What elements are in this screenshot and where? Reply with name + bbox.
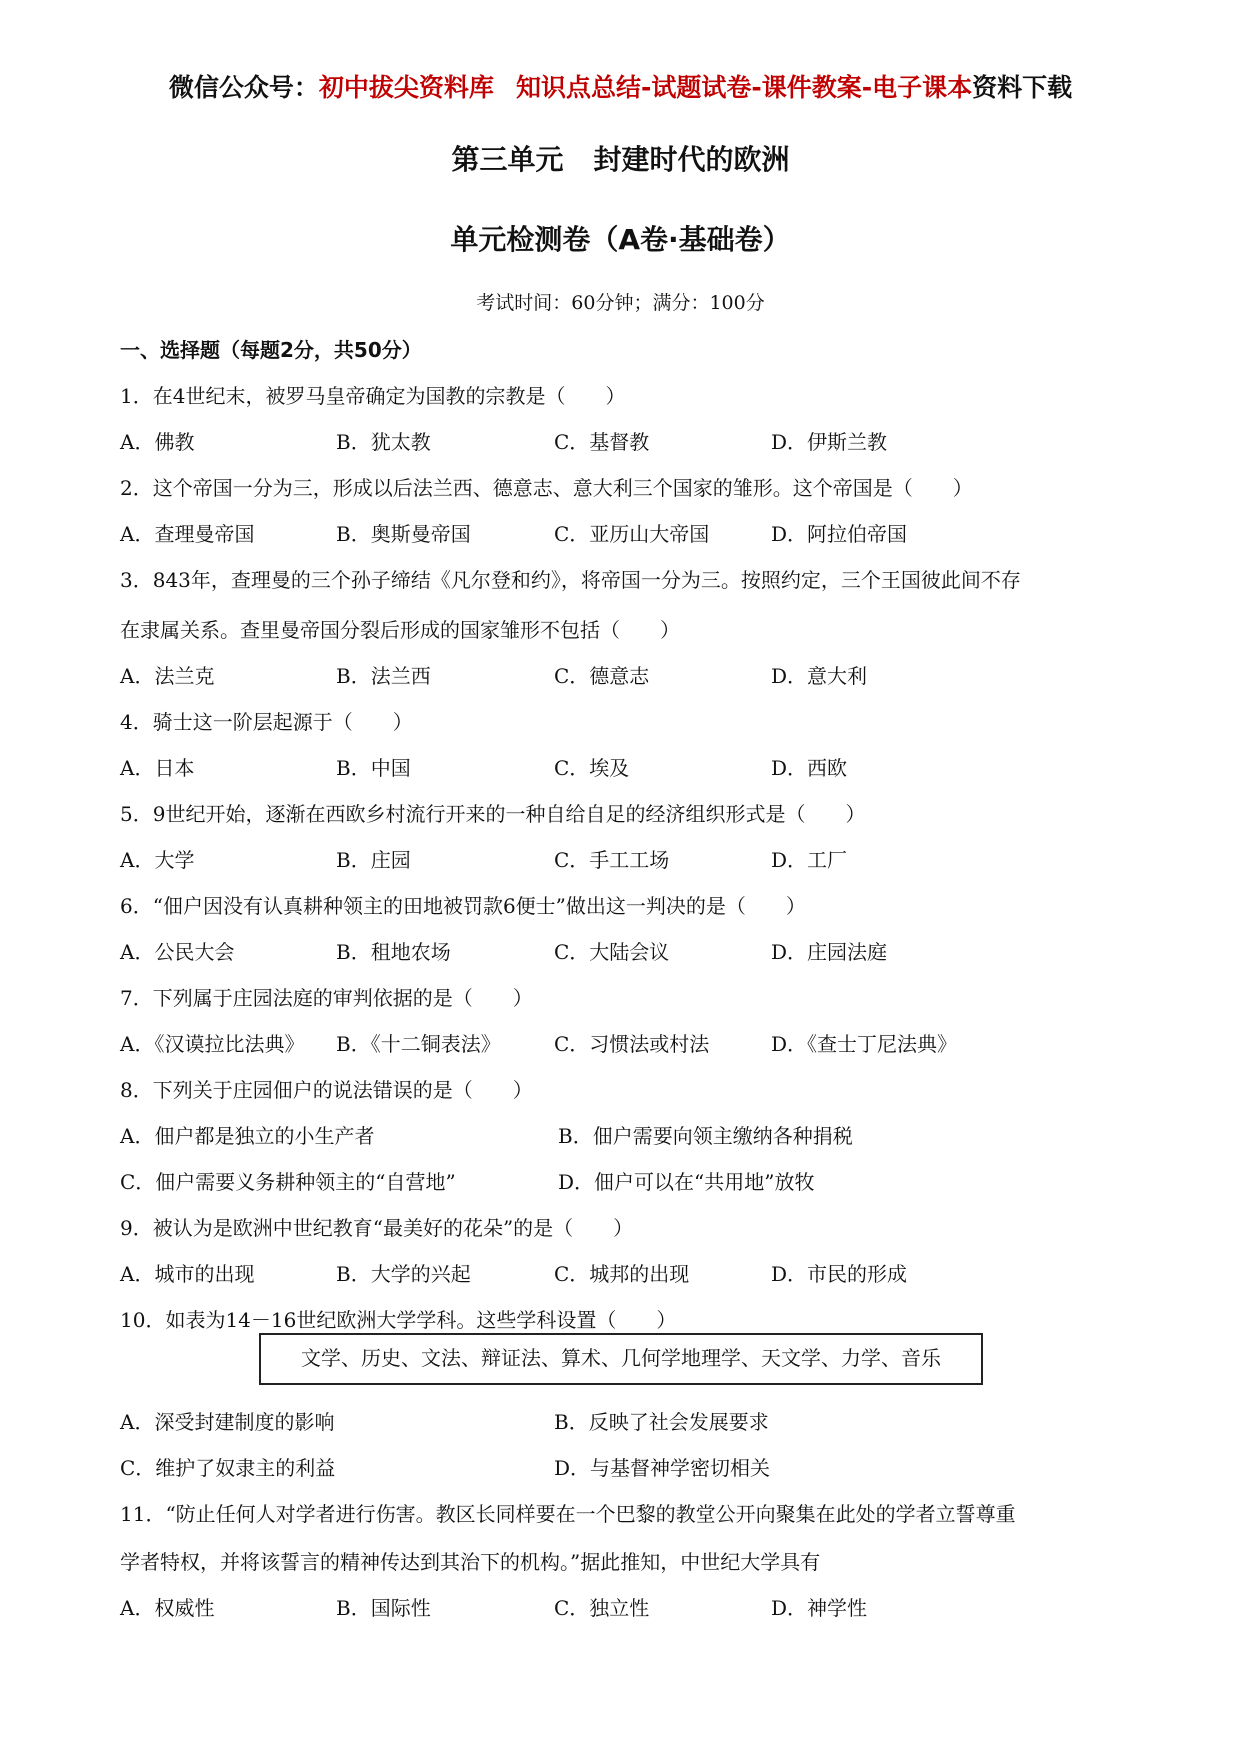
- subject-table: 文学、历史、文法、辩证法、算术、几何学地理学、天文学、力学、音乐: [259, 1333, 983, 1385]
- option-c: C．埃及: [554, 756, 630, 780]
- option-c: C．亚历山大帝国: [554, 522, 710, 546]
- question-options: [120, 936, 1120, 964]
- option-c: C．城邦的出现: [554, 1262, 690, 1286]
- question-stem: 2．这个帝国一分为三，形成以后法兰西、德意志、意大利三个国家的雏形。这个帝国是（ ）: [120, 476, 973, 500]
- option-b: B．大学的兴起: [336, 1262, 471, 1286]
- option-d: D．与基督神学密切相关: [554, 1456, 771, 1480]
- option-c: C．德意志: [554, 664, 650, 688]
- banner-account-name: 初中拔尖资料库: [318, 73, 494, 102]
- option-c: C．手工工场: [554, 848, 670, 872]
- option-b: B．法兰西: [336, 664, 431, 688]
- question-stem: 10．如表为14－16世纪欧洲大学学科。这些学科设置（ ）: [120, 1308, 677, 1332]
- question-stem-continued: 学者特权，并将该誓言的精神传达到其治下的机构。”据此推知，中世纪大学具有: [120, 1550, 821, 1574]
- question-stem: 11．“防止任何人对学者进行伤害。教区长同样要在一个巴黎的教堂公开向聚集在此处的学者立誓尊重: [120, 1502, 1016, 1526]
- option-b: B．中国: [336, 756, 411, 780]
- option-c: C．习惯法或村法: [554, 1032, 710, 1056]
- option-d: D．庄园法庭: [771, 940, 888, 964]
- option-a: A．公民大会: [120, 940, 235, 964]
- option-d: D．佃户可以在“共用地”放牧: [558, 1170, 815, 1194]
- question-stem-continued: 在隶属关系。查里曼帝国分裂后形成的国家雏形不包括（ ）: [120, 618, 680, 642]
- question-options: [120, 844, 1120, 872]
- question-options: [120, 1258, 1120, 1286]
- option-b: B．反映了社会发展要求: [554, 1410, 769, 1434]
- option-a: A．深受封建制度的影响: [120, 1410, 335, 1434]
- option-d: D．《查士丁尼法典》: [771, 1032, 958, 1056]
- option-a: A．大学: [120, 848, 195, 872]
- banner-suffix: 资料下载: [972, 73, 1073, 102]
- option-a: A．佛教: [120, 430, 195, 454]
- question-options: [120, 1028, 1120, 1056]
- option-d: D．工厂: [771, 848, 848, 872]
- option-b: B．庄园: [336, 848, 411, 872]
- option-a: A．法兰克: [120, 664, 215, 688]
- option-a: A．《汉谟拉比法典》: [120, 1032, 305, 1056]
- option-b: B．《十二铜表法》: [336, 1032, 501, 1056]
- question-stem: 9．被认为是欧洲中世纪教育“最美好的花朵”的是（ ）: [120, 1216, 634, 1240]
- question-options: [120, 1406, 1120, 1434]
- question-options: [120, 1166, 1120, 1194]
- exam-info: 考试时间：60分钟；满分：100分: [476, 292, 765, 314]
- question-options: [120, 1452, 1120, 1480]
- option-c: C．维护了奴隶主的利益: [120, 1456, 336, 1480]
- option-c: C．佃户需要义务耕种领主的“自营地”: [120, 1170, 456, 1194]
- option-d: D．神学性: [771, 1596, 868, 1620]
- section-heading: 一、选择题（每题2分，共50分）: [120, 338, 422, 362]
- question-options: [120, 752, 1120, 780]
- question-stem: 3．843年，查理曼的三个孙子缔结《凡尔登和约》，将帝国一分为三。按照约定，三个王国彼此间不存: [120, 568, 1021, 592]
- option-d: D．西欧: [771, 756, 848, 780]
- banner-prefix: 微信公众号：: [168, 73, 319, 102]
- banner-resource-types: 知识点总结-试题试卷-课件教案-电子课本: [515, 73, 973, 102]
- option-a: A．城市的出现: [120, 1262, 255, 1286]
- question-options: [120, 518, 1120, 546]
- option-c: C．独立性: [554, 1596, 650, 1620]
- option-b: B．租地农场: [336, 940, 451, 964]
- page-title: [0, 138, 1241, 178]
- option-c: C．大陆会议: [554, 940, 670, 964]
- unit-label: 第三单元: [451, 143, 564, 176]
- option-b: B．佃户需要向领主缴纳各种捐税: [558, 1124, 853, 1148]
- wechat-banner: [0, 68, 1241, 104]
- question-stem: 8．下列关于庄园佃户的说法错误的是（ ）: [120, 1078, 533, 1102]
- option-a: A．日本: [120, 756, 195, 780]
- page-subtitle: 单元检测卷（A卷·基础卷）: [450, 223, 791, 256]
- question-options: [120, 426, 1120, 454]
- option-d: D．市民的形成: [771, 1262, 908, 1286]
- option-d: D．伊斯兰教: [771, 430, 888, 454]
- question-stem: 1．在4世纪末，被罗马皇帝确定为国教的宗教是（ ）: [120, 384, 626, 408]
- option-a: A．佃户都是独立的小生产者: [120, 1124, 375, 1148]
- question-stem: 4．骑士这一阶层起源于（ ）: [120, 710, 413, 734]
- question-stem: 5．9世纪开始，逐渐在西欧乡村流行开来的一种自给自足的经济组织形式是（ ）: [120, 802, 866, 826]
- unit-topic: 封建时代的欧洲: [593, 143, 790, 176]
- option-a: A．查理曼帝国: [120, 522, 255, 546]
- option-c: C．基督教: [554, 430, 650, 454]
- option-b: B．犹太教: [336, 430, 431, 454]
- option-a: A．权威性: [120, 1596, 215, 1620]
- question-options: [120, 1120, 1120, 1148]
- question-stem: 6．“佃户因没有认真耕种领主的田地被罚款6便士”做出这一判决的是（ ）: [120, 894, 806, 918]
- option-d: D．阿拉伯帝国: [771, 522, 908, 546]
- question-options: [120, 1592, 1120, 1620]
- option-d: D．意大利: [771, 664, 868, 688]
- question-stem: 7．下列属于庄园法庭的审判依据的是（ ）: [120, 986, 533, 1010]
- question-options: [120, 660, 1120, 688]
- option-b: B．国际性: [336, 1596, 431, 1620]
- option-b: B．奥斯曼帝国: [336, 522, 471, 546]
